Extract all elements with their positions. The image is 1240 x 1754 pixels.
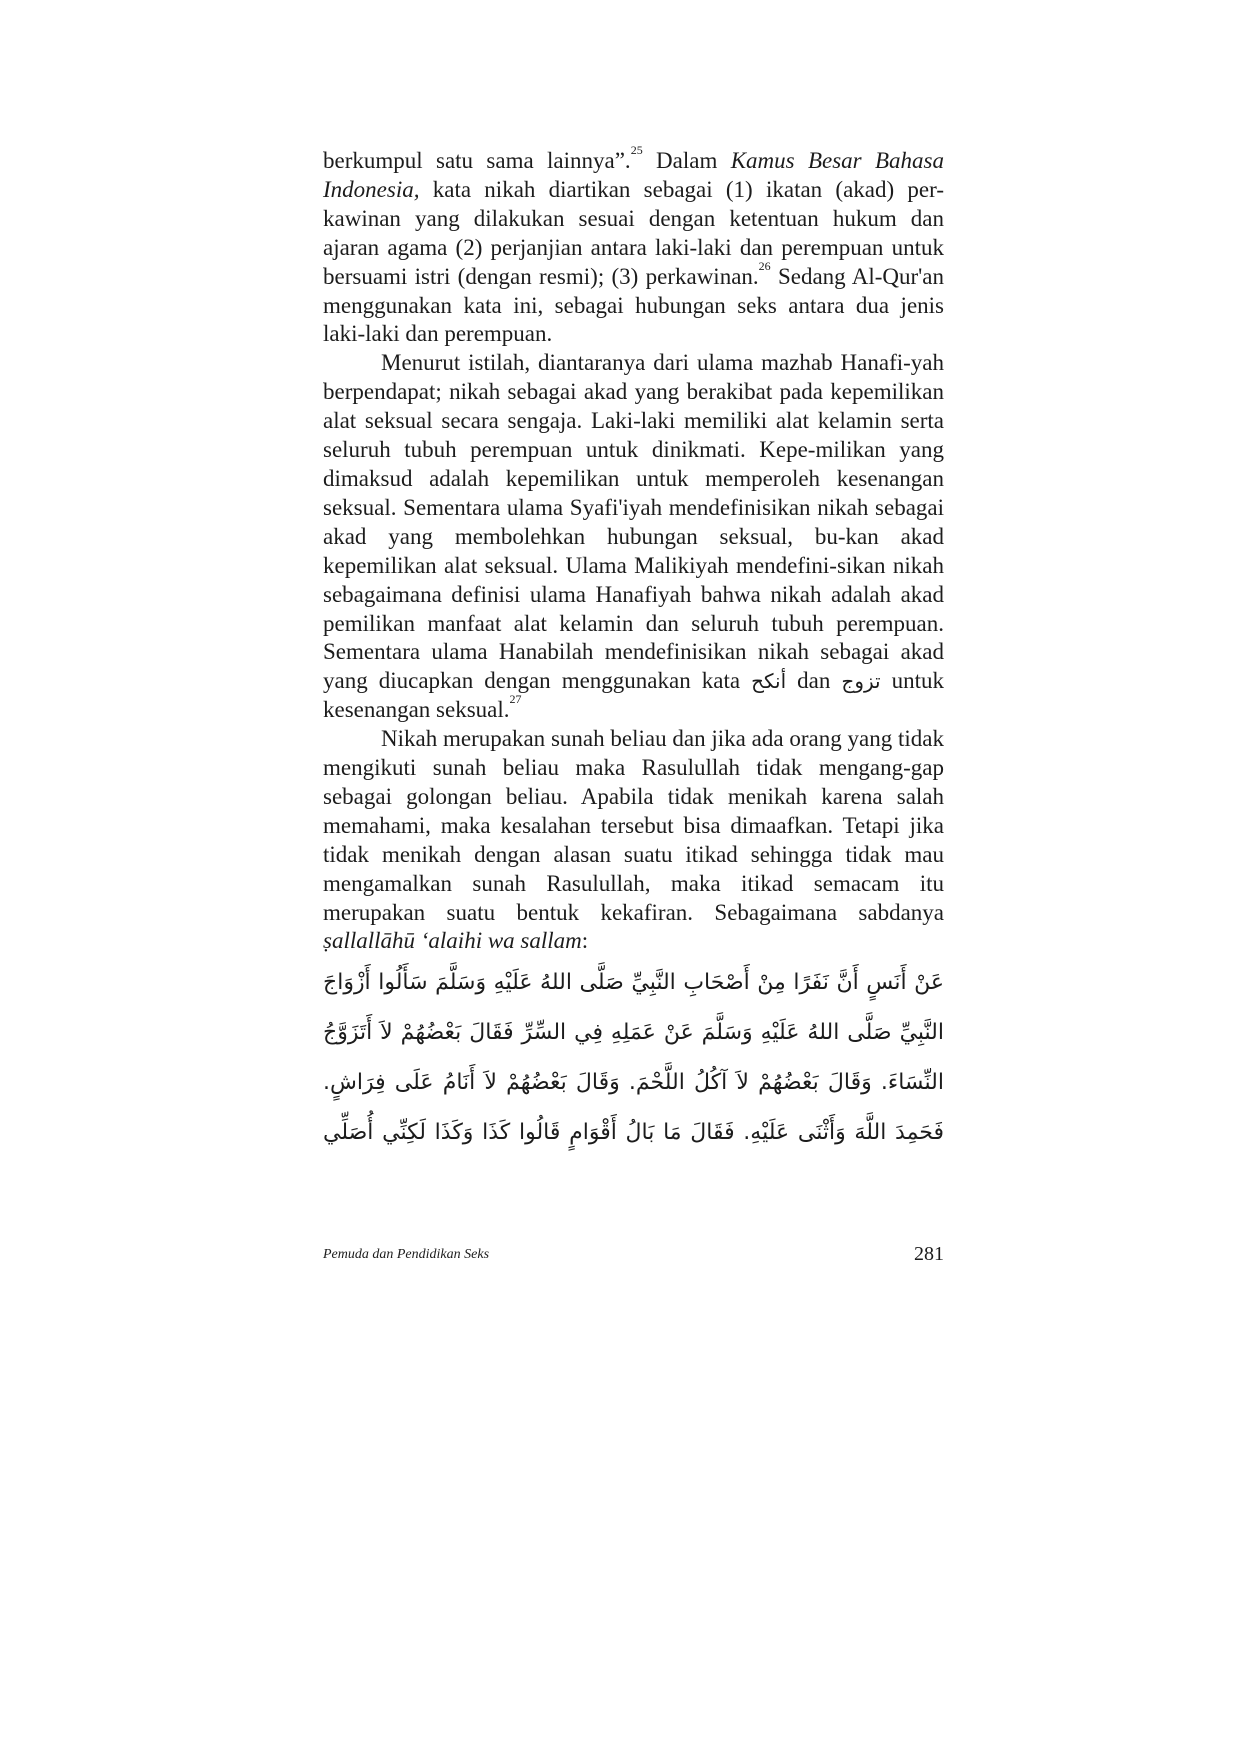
hadith-line-2: النَّبِيِّ صَلَّى اللهُ عَلَيْهِ وَسَلَّمَ عَنْ عَمَلِهِ فِي السِّرِّ فَقَالَ بَعْضُهُمْ لاَ أَتَزَوَّجُ [323,1020,944,1045]
footnote-ref-26[interactable]: 26 [758,258,771,273]
paragraph-1-text-2: Dalam [642,148,731,173]
paragraph-3-text-1: Nikah merupakan sunah beliau dan jika ada orang yang tidak mengikuti sunah beliau maka Rasulullah tidak mengang-gap sebagai golongan beliau. Apabila tidak menikah karena salah memahami, maka kesalahan tersebut bisa dimaafkan. Tetapi jika tidak menikah dengan alasan suatu itikad sehingga tidak mau mengamalkan sunah Rasulullah, maka itikad semacam itu merupakan suatu bentuk kekafiran. Sebagaimana sabdanya [323,726,944,925]
page-number: 281 [914,1243,944,1265]
footnote-ref-27[interactable]: 27 [509,692,522,707]
paragraph-2-text-3: untuk kesenangan seksual. [323,668,945,723]
hadith-line-1: عَنْ أَنَسٍ أَنَّ نَفَرًا مِنْ أَصْحَابِ النَّبِيِّ صَلَّى اللهُ عَلَيْهِ وَسَلَّمَ سَأَلُوا أَزْوَاجَ [323,970,944,995]
arabic-term-tazawwaja: تزوج [841,669,881,694]
paragraph-2-text-2: dan [786,668,842,694]
kbbi-title: Kamus Besar Bahasa Indonesia, [323,148,944,202]
body-text [323,143,945,956]
hadith-arabic [323,958,944,1158]
salawat-phrase: ṣallallāhū ‘alaihi wa sallam [323,928,582,954]
paragraph-1-text-3: kata nikah diartikan sebagai (1) ikatan (akad) per-kawinan yang dilakukan sesuai dengan ketentuan hukum dan ajaran agama (2) perjanjian antara laki-laki dan perempuan untuk bersuami istri (dengan resmi); (3) perkawinan. [323,176,944,289]
running-footer-title: Pemuda dan Pendidikan Seks [323,1247,490,1262]
hadith-line-4: فَحَمِدَ اللَّهَ وَأَثْنَى عَلَيْهِ. فَقَالَ مَا بَالُ أَقْوَامٍ قَالُوا كَذَا وَكَذَا لَكِنِّي أُصَلِّي [323,1120,944,1145]
paragraph-3 [323,725,944,956]
paragraph-1-text-4: Sedang Al-Qur'an menggunakan kata ini, sebagai hubungan seks antara dua jenis laki-laki dan perempuan. [323,263,944,347]
paragraph-1 [323,143,944,349]
arabic-term-ankaha: أنكح [751,669,787,694]
paragraph-2-text-1: Menurut istilah, diantaranya dari ulama mazhab Hanafi-yah berpendapat; nikah sebagai akad yang berakibat pada kepemilikan alat seksual secara sengaja. Laki-laki memiliki alat kelamin serta seluruh tubuh perempuan untuk dinikmati. Kepe-milikan yang dimaksud adalah kepemilikan untuk memperoleh kesenangan seksual. Sementara ulama Syafi'iyah mendefinisikan nikah sebagai akad yang membolehkan hubungan seksual, bu-kan akad kepemilikan alat seksual. Ulama Malikiyah mendefini-sikan nikah sebagaimana definisi ulama Hanafiyah bahwa nikah adalah akad pemilikan manfaat alat kelamin dan seluruh tubuh perempuan. Sementara ulama Hanabilah mendefinisikan nikah sebagai akad yang diucapkan dengan menggunakan kata [323,350,944,694]
paragraph-1-text-1: berkumpul satu sama lainnya”. [323,148,631,173]
hadith-line-3: النِّسَاءَ. وَقَالَ بَعْضُهُمْ لاَ آكُلُ اللَّحْمَ. وَقَالَ بَعْضُهُمْ لاَ أَنَامُ عَلَى فِرَاشٍ. [323,1070,944,1095]
footnote-ref-25[interactable]: 25 [630,143,643,157]
paragraph-2 [323,349,944,725]
page-footer [323,1243,944,1273]
paragraph-3-text-2: : [581,928,589,954]
